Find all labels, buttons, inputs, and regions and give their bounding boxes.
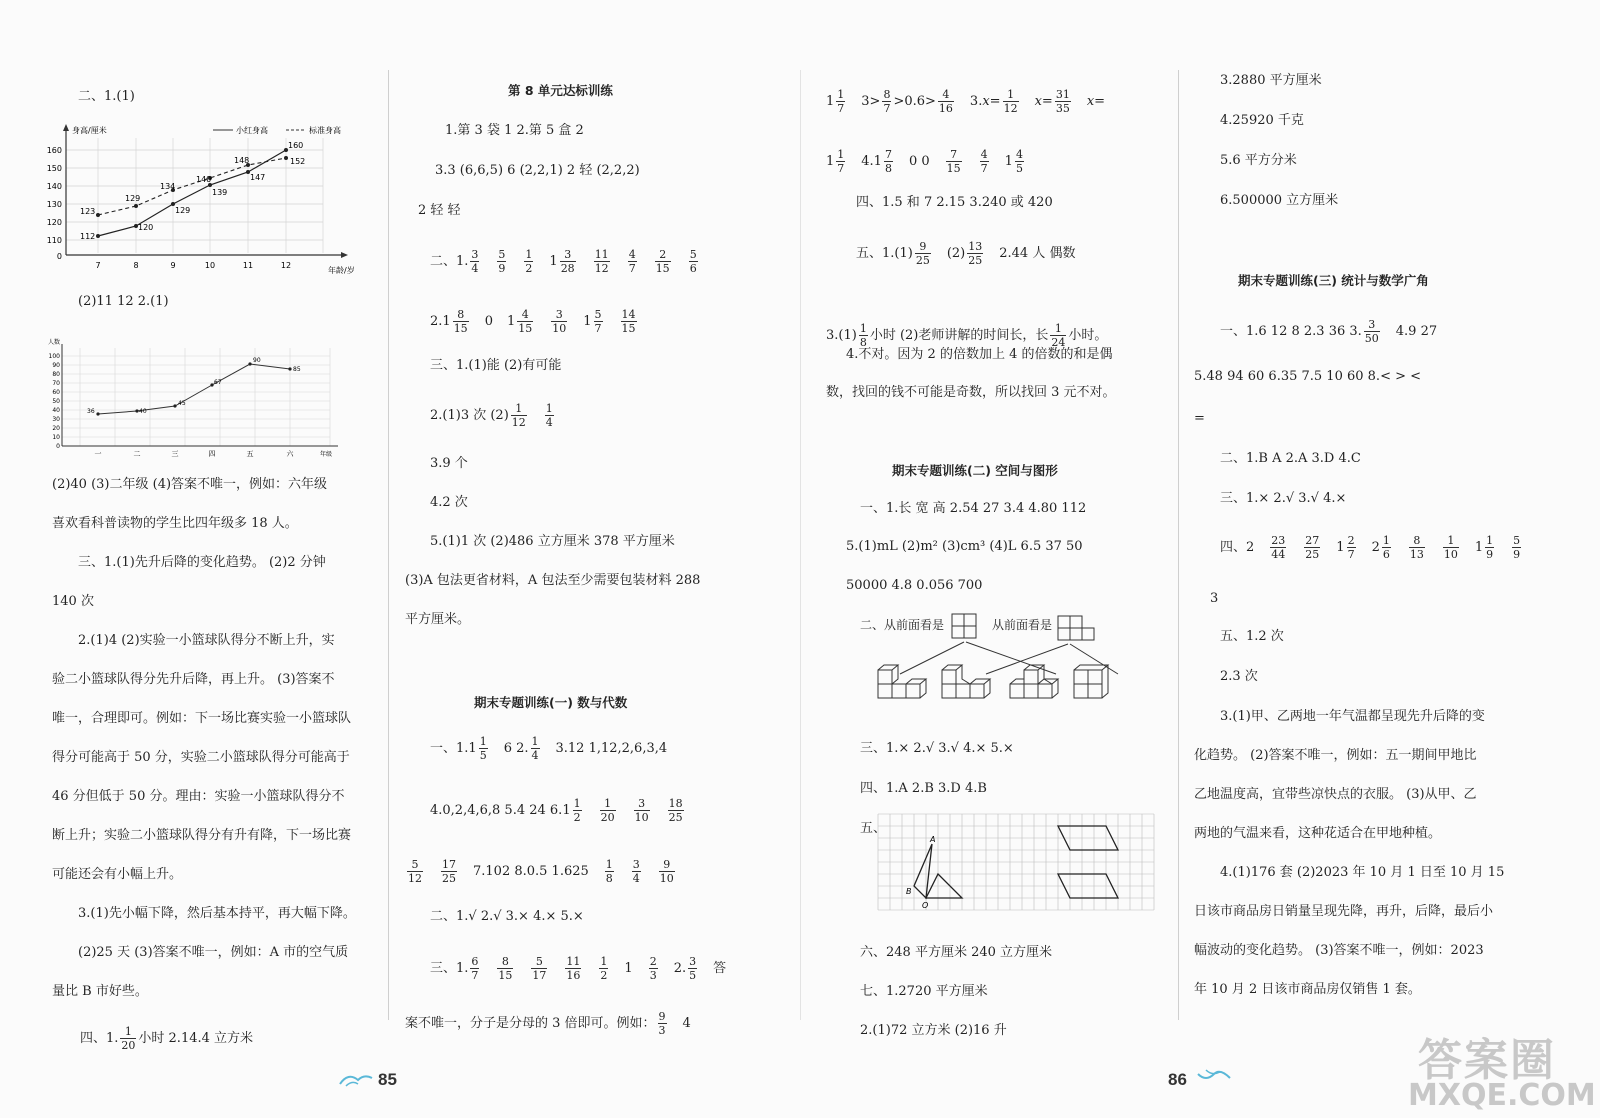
page-number-left: 85 — [378, 1070, 397, 1089]
c2-xtick: 一 — [94, 450, 102, 458]
c2-ytick: 50 — [52, 398, 60, 405]
svg-text:90: 90 — [253, 357, 261, 364]
c2-fraction-line: 一、1.1 $\frac{1}{5}$ 6 2. $\frac{1}{4}$ 3.12 1,12,2,6,3,4 — [430, 735, 668, 762]
svg-text:148: 148 — [234, 156, 250, 165]
c4-line: 3 — [1210, 591, 1219, 606]
c4-line: = — [1194, 411, 1205, 426]
c4-text-line: 乙地温度高，宜带些凉快点的衣服。 (3)从甲、乙 — [1194, 787, 1477, 802]
svg-text:112: 112 — [80, 232, 96, 241]
c4-line: 五、1.2 次 — [1220, 629, 1284, 644]
c2-ytick: 10 — [52, 434, 60, 441]
c1-text-line: 3.(1)先小幅下降，然后基本持平，再大幅下降。 — [78, 906, 356, 921]
c2-xtick: 三 — [171, 450, 179, 458]
c1-last-line: 四、1. $\frac{1}{20}$ 小时 2.14.4 立方米 — [80, 1025, 254, 1052]
c2-fraction-line: 4.0,2,4,6,8 5.4 24 6.1 $\frac{1}{2}$ $\frac{1}{20}$ $\frac{3}{10}$ $\frac{18}{25}$ — [430, 797, 683, 824]
c2-ytick: 30 — [52, 416, 60, 423]
c1-xtick: 12 — [280, 261, 292, 270]
c3-line: 六、248 平方厘米 240 立方厘米 — [860, 945, 1053, 960]
c1-ytick: 140 — [46, 182, 62, 191]
svg-text:129: 129 — [125, 194, 141, 203]
c2-fraction-line: 三、1. $\frac{6}{7}$ $\frac{8}{15}$ $\frac{5}{17}$ $\frac{11}{16}$ $\frac{1}{2}$ 1 $\frac{2}{3}$ 2. $\frac{3}{5}$ 答 — [430, 955, 727, 982]
c2-chart-xlabel: 年级 — [320, 451, 333, 458]
c1-text-line: 唯一，合理即可。例如：下一场比赛实验一小篮球队 — [52, 711, 352, 726]
c4-line: 4.25920 千克 — [1220, 113, 1304, 128]
c2-ytick: 0 — [56, 443, 60, 450]
reading-line-chart — [40, 338, 350, 460]
svg-text:67: 67 — [214, 379, 222, 386]
column-divider — [388, 70, 389, 1020]
c2-xtick: 六 — [286, 450, 294, 458]
svg-text:123: 123 — [80, 207, 96, 216]
c2-line: 二、1.√ 2.√ 3.× 4.× 5.× — [430, 909, 584, 924]
c2-fraction-line: 案不唯一，分子是分母的 3 倍即可。例如： $\frac{9}{3}$ 4 — [405, 1010, 691, 1037]
c2-xtick: 二 — [133, 450, 141, 458]
c2-chart-ylabel: 人数 — [48, 339, 61, 346]
c3-line: 一、1.长 宽 高 2.54 27 3.4 4.80 112 — [860, 501, 1087, 516]
legend-xiaohong: 小红身高 — [236, 126, 268, 135]
c4-line: 三、1.× 2.√ 3.√ 4.× — [1220, 491, 1347, 506]
c1-ytick: 160 — [46, 146, 62, 155]
c3-fraction-line: 五、1.(1) $\frac{9}{25}$ (2) $\frac{13}{25}$ 2.44 人 偶数 — [856, 240, 1076, 267]
c1-text-line: (2)40 (3)二年级 (4)答案不唯一，例如：六年级 — [52, 477, 328, 492]
c3-fraction-line: 3.(1) $\frac{1}{8}$ 小时 (2)老师讲解的时间长，长 $\frac{1}{24}$ 小时。 — [826, 322, 1108, 349]
c2-ytick: 100 — [48, 353, 60, 360]
c4-line: 二、1.B A 2.A 3.D 4.C — [1220, 451, 1361, 466]
svg-text:147: 147 — [250, 173, 266, 182]
c1-text-line: 得分可能高于 50 分，实验二小篮球队得分可能高于 — [52, 750, 350, 765]
svg-text:120: 120 — [138, 223, 154, 232]
c4-line: 5.48 94 60 6.35 7.5 10 60 8.< > < — [1194, 369, 1422, 384]
c4-text-line: 4.(1)176 套 (2)2023 年 10 月 1 日至 10 月 15 — [1220, 865, 1505, 880]
c2-fraction-line: 2.1 $\frac{8}{15}$ 0 1 $\frac{4}{15}$ $\frac{3}{10}$ 1 $\frac{5}{7}$ $\frac{14}{15}$ — [430, 308, 636, 335]
c1-text-line: 可能还会有小幅上升。 — [52, 867, 183, 882]
c2-fraction-line: 2.(1)3 次 (2) $\frac{1}{12}$ $\frac{1}{4}$ — [430, 402, 553, 429]
watermark-logo: 答案圈 — [1418, 1035, 1556, 1086]
leaf-decoration-icon — [1196, 1066, 1232, 1086]
c2-line: 3.3 (6,6,5) 6 (2,2,1) 2 轻 (2,2,2) — [435, 163, 640, 178]
c3-line: 五、 — [860, 821, 887, 836]
column-divider — [1178, 70, 1179, 1020]
c1-line-1: 二、1.(1) — [78, 89, 135, 104]
final-training-1-title: 期末专题训练(一) 数与代数 — [474, 695, 628, 710]
c3-line: 三、1.× 2.√ 3.√ 4.× 5.× — [860, 741, 1014, 756]
svg-text:152: 152 — [290, 157, 306, 166]
unit8-title: 第 8 单元达标训练 — [508, 83, 613, 98]
svg-text:160: 160 — [288, 141, 304, 150]
c2-line: 2 轻 轻 — [418, 203, 461, 218]
svg-text:40: 40 — [139, 408, 147, 415]
c2-line: 3.9 个 — [430, 456, 468, 471]
svg-text:B: B — [906, 887, 912, 896]
c3-fraction-line: 1 $\frac{1}{7}$ 3> $\frac{8}{7}$ >0.6> $\frac{4}{16}$ 3.x= $\frac{1}{12}$ x= $\frac{31}{35}$ x= — [826, 88, 1106, 115]
c3-line: 从前面看是 — [992, 618, 1053, 632]
c1-text-line: 2.(1)4 (2)实验一小篮球队得分不断上升，实 — [78, 633, 335, 648]
c2-line: (3)A 包法更省材料，A 包法至少需要包装材料 288 — [405, 573, 701, 588]
svg-text:45: 45 — [178, 400, 186, 407]
c3-line: 数，找回的钱不可能是奇数，所以找回 3 元不对。 — [826, 385, 1116, 400]
c1-ytick: 120 — [46, 218, 62, 227]
c1-xtick: 10 — [204, 261, 216, 270]
grid-drawing-diagram — [876, 812, 1156, 920]
c2-ytick: 20 — [52, 425, 60, 432]
c3-line: 二、从前面看是 — [860, 618, 945, 632]
svg-text:134: 134 — [160, 182, 176, 191]
svg-text:O: O — [922, 901, 929, 910]
c2-ytick: 90 — [52, 362, 60, 369]
c1-ytick: 130 — [46, 200, 62, 209]
c3-line: 七、1.2720 平方厘米 — [860, 984, 988, 999]
c3-line: 四、1.A 2.B 3.D 4.B — [860, 781, 987, 796]
c2-fraction-line: $\frac{5}{12}$ $\frac{17}{25}$ 7.102 8.0.5 1.625 $\frac{1}{8}$ $\frac{3}{4}$ $\frac{9}{10}$ — [408, 858, 674, 885]
final-training-2-title: 期末专题训练(二) 空间与图形 — [892, 463, 1058, 478]
c1-ytick: 0 — [56, 252, 62, 261]
c2-line: 4.2 次 — [430, 495, 468, 510]
leaf-decoration-icon — [338, 1070, 374, 1090]
c4-fraction-line: 四、2 $\frac{23}{44}$ $\frac{27}{25}$ 1 $\frac{2}{7}$ 2 $\frac{1}{6}$ $\frac{8}{13}$ $\frac{1}{10}$ 1 $\frac{1}{9}$ $\frac{5}{9}$ — [1220, 534, 1521, 561]
c1-xtick: 11 — [242, 261, 254, 270]
c4-line: 6.500000 立方厘米 — [1220, 193, 1339, 208]
c3-fraction-line: 1 $\frac{1}{7}$ 4.1 $\frac{7}{8}$ 0 0 $\frac{7}{15}$ $\frac{4}{7}$ 1 $\frac{4}{5}$ — [826, 148, 1023, 175]
c4-text-line: 幅波动的变化趋势。 (3)答案不唯一，例如：2023 — [1194, 943, 1484, 958]
c1-text-line: 量比 B 市好些。 — [52, 984, 148, 999]
legend-standard: 标准身高 — [309, 126, 341, 135]
c2-line: 1.第 3 袋 1 2.第 5 盒 2 — [445, 123, 584, 138]
c4-text-line: 两地的气温来看，这种花适合在甲地种植。 — [1194, 826, 1442, 841]
c2-ytick: 80 — [52, 371, 60, 378]
c2-xtick: 四 — [208, 450, 216, 458]
c4-text-line: 化趋势。 (2)答案不唯一，例如：五一期间甲地比 — [1194, 748, 1477, 763]
c2-xtick: 五 — [246, 450, 254, 458]
c1-text-line: 140 次 — [52, 594, 94, 609]
svg-text:140: 140 — [196, 175, 212, 184]
c2-ytick: 60 — [52, 389, 60, 396]
watermark-url: MXQE.COM — [1408, 1078, 1596, 1113]
c4-line: 5.6 平方分米 — [1220, 153, 1297, 168]
page-number-right: 86 — [1168, 1070, 1187, 1089]
svg-text:36: 36 — [87, 408, 95, 415]
c2-ytick: 40 — [52, 407, 60, 414]
c1-chart-ylabel: 身高/厘米 — [72, 126, 107, 135]
c1-ytick: 110 — [46, 236, 62, 245]
c2-line: 5.(1)1 次 (2)486 立方厘米 378 平方厘米 — [430, 534, 675, 549]
height-line-chart — [38, 118, 358, 298]
c3-line: 50000 4.8 0.056 700 — [846, 578, 983, 593]
c1-xtick: 7 — [95, 261, 101, 270]
c3-line: 4.不对。因为 2 的倍数加上 4 的倍数的和是偶 — [846, 347, 1113, 362]
c4-line: 3.2880 平方厘米 — [1220, 73, 1322, 88]
c1-text-line: 喜欢看科普读物的学生比四年级多 18 人。 — [52, 516, 298, 531]
svg-text:85: 85 — [293, 366, 301, 373]
c4-text-line: 3.(1)甲、乙两地一年气温都呈现先升后降的变 — [1220, 709, 1485, 724]
c1-line-2: (2)11 12 2.(1) — [78, 294, 169, 309]
page-gutter — [800, 70, 801, 1020]
c1-text-line: 验二小篮球队得分先升后降，再上升。 (3)答案不 — [52, 672, 335, 687]
c1-text-line: (2)25 天 (3)答案不唯一，例如：A 市的空气质 — [78, 945, 349, 960]
cube-views-diagram — [876, 612, 1136, 716]
c2-line: 三、1.(1)能 (2)有可能 — [430, 358, 562, 373]
c3-line: 5.(1)mL (2)m² (3)cm³ (4)L 6.5 37 50 — [846, 539, 1083, 554]
c2-line: 平方厘米。 — [405, 612, 471, 627]
c4-line: 2.3 次 — [1220, 669, 1258, 684]
c1-ytick: 150 — [46, 164, 62, 173]
final-training-3-title: 期末专题训练(三) 统计与数学广角 — [1238, 273, 1429, 288]
c3-line: 2.(1)72 立方米 (2)16 升 — [860, 1023, 1007, 1038]
c4-fraction-line: 一、1.6 12 8 2.3 36 3. $\frac{3}{50}$ 4.9 27 — [1220, 318, 1438, 345]
c2-fraction-line: 二、1. $\frac{3}{4}$ $\frac{5}{9}$ $\frac{1}{2}$ 1 $\frac{3}{28}$ $\frac{11}{12}$ $\frac{4}{7}$ $\frac{2}{15}$ $\frac{5}{6}$ — [430, 248, 697, 275]
c1-text-line: 46 分但低于 50 分。理由：实验一小篮球队得分不 — [52, 789, 345, 804]
svg-text:A: A — [930, 835, 936, 844]
c1-text-line: 断上升；实验二小篮球队得分有升有降，下一场比赛 — [52, 828, 352, 843]
svg-text:139: 139 — [212, 188, 228, 197]
c1-chart-xlabel: 年龄/岁 — [328, 266, 355, 275]
c4-text-line: 年 10 月 2 日该市商品房仅销售 1 套。 — [1194, 982, 1421, 997]
c1-xtick: 9 — [170, 261, 176, 270]
c3-line: 四、1.5 和 7 2.15 3.240 或 420 — [856, 195, 1053, 210]
c2-ytick: 70 — [52, 380, 60, 387]
c4-text-line: 日该市商品房日销量呈现先降，再升，后降，最后小 — [1194, 904, 1494, 919]
svg-text:129: 129 — [175, 206, 191, 215]
c1-text-line: 三、1.(1)先升后降的变化趋势。 (2)2 分钟 — [78, 555, 326, 570]
c1-xtick: 8 — [133, 261, 139, 270]
